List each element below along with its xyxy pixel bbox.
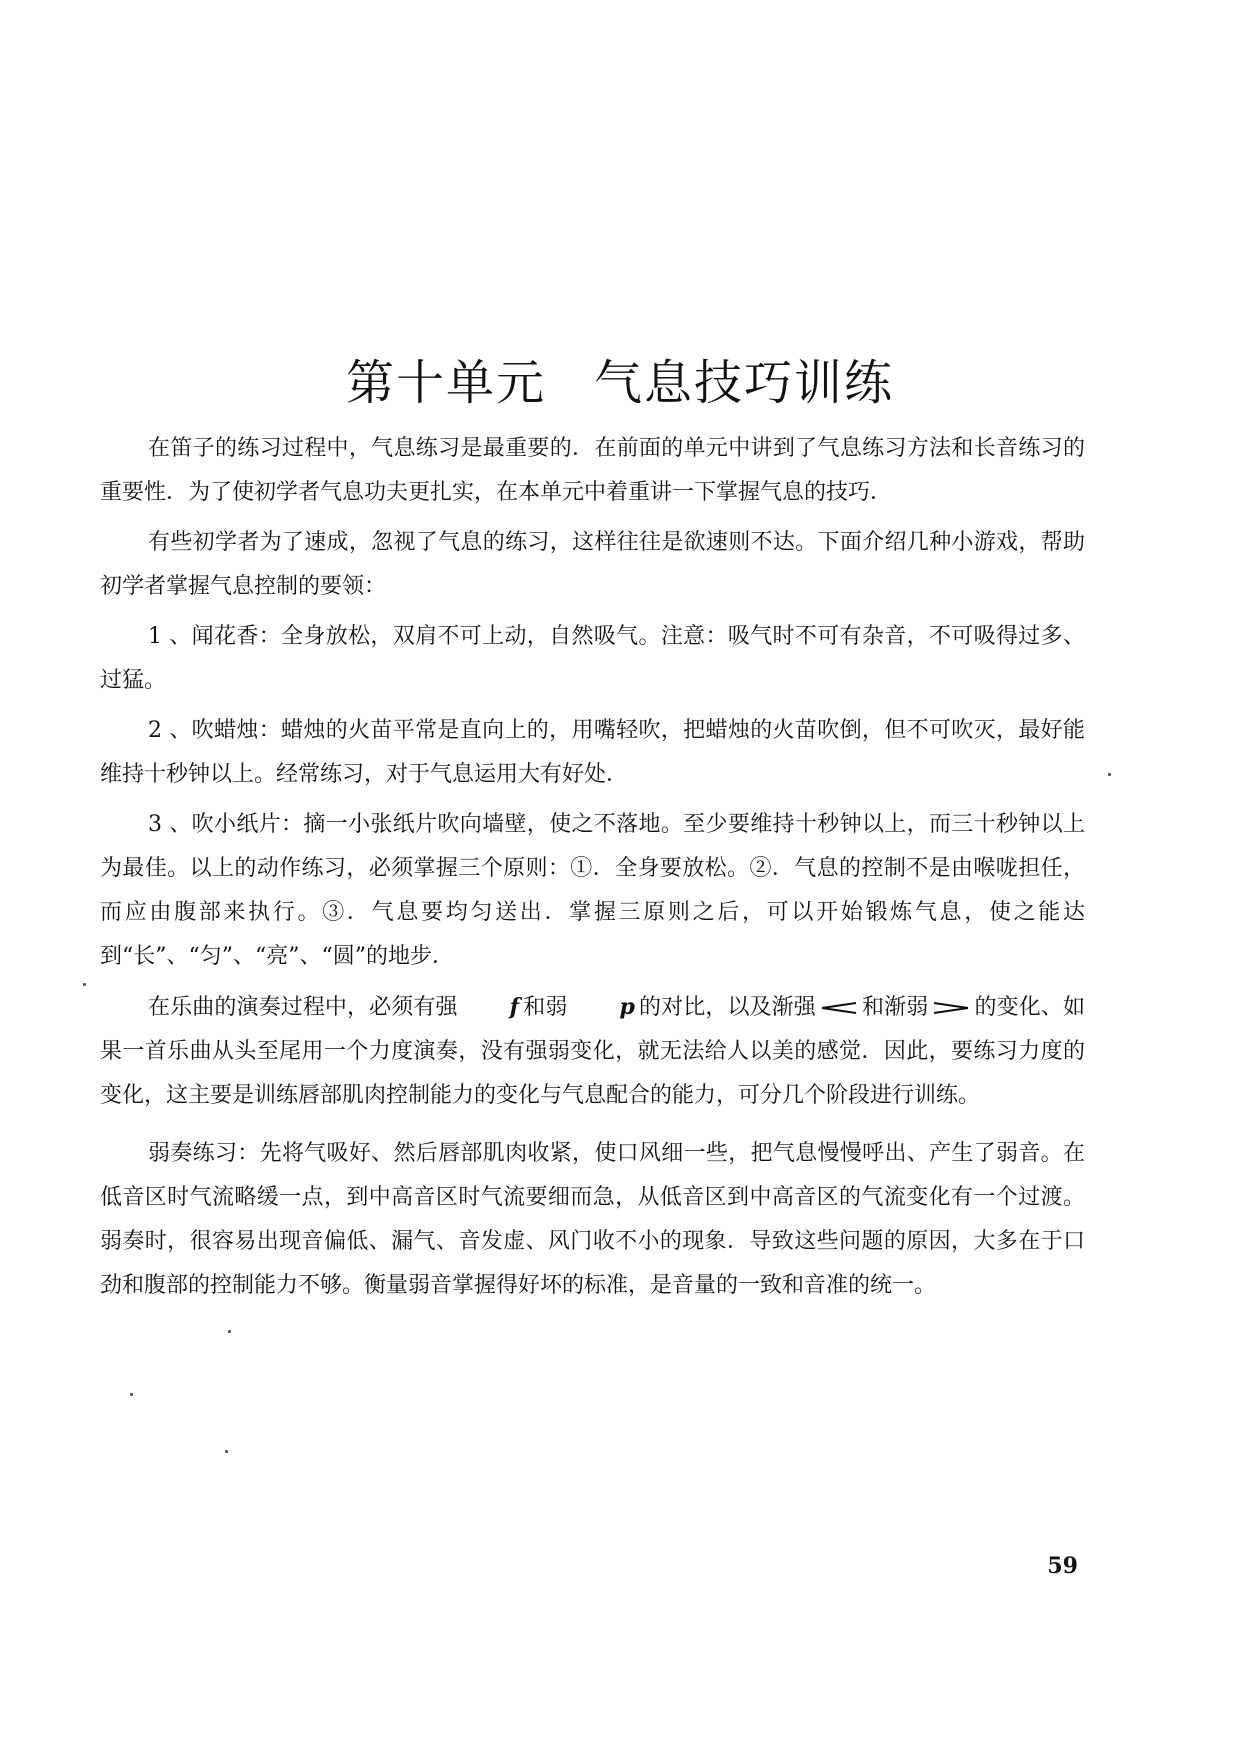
- paragraph-exercise-1: 1 、闻花香：全身放松，双肩不可上动，自然吸气。注意：吸气时不可有杂音，不可吸得过多、过猛。: [100, 624, 1085, 693]
- crescendo-icon: [820, 1001, 858, 1015]
- paragraph-exercise-3: 3 、吹小纸片：摘一小张纸片吹向墙壁，使之不落地。至少要维持十秒钟以上，而三十秒钟以上为最佳。以上的动作练习，必须掌握三个原则：①．全身要放松。②．气息的控制不是由喉咙担任，而应由腹部来执行。③．气息要均匀送出．掌握三原则之后，可以开始锻炼气息，使之能达到“长”、“匀”、“亮”、“圆”的地步．: [100, 812, 1085, 969]
- dynamics-text-3: 的对比，以及渐强: [638, 995, 816, 1020]
- paragraph-intro: 在笛子的练习过程中，气息练习是最重要的．在前面的单元中讲到了气息练习方法和长音练习的重要性．为了使初学者气息功夫更扎实，在本单元中着重讲一下掌握气息的技巧．: [100, 436, 1085, 505]
- dynamics-text-1: 在乐曲的演奏过程中，必须有强: [148, 995, 458, 1020]
- dynamics-text-2: 和弱: [523, 995, 568, 1020]
- forte-symbol: f: [509, 994, 520, 1020]
- paragraph-soft-playing: 弱奏练习：先将气吸好、然后唇部肌肉收紧，使口风细一些，把气息慢慢呼出、产生了弱音。在低音区时气流略缓一点，到中高音区时气流要细而急，从低音区到中高音区的气流变化有一个过渡。弱奏时，很容易出现音偏低、漏气、音发虚、风门收不小的现象．导致这些问题的原因，大多在于口劲和腹部的控制能力不够。衡量弱音掌握得好坏的标准，是音量的一致和音准的统一。: [100, 1141, 1085, 1298]
- chapter-number: 第十单元: [345, 355, 546, 412]
- scan-speck: [83, 983, 86, 986]
- scan-speck: [1108, 773, 1111, 776]
- scan-speck: [225, 1450, 228, 1453]
- chapter-name: 气息技巧训练: [594, 355, 895, 412]
- paragraph-games-intro: 有些初学者为了速成，忽视了气息的练习，这样往往是欲速则不达。下面介绍几种小游戏，帮助初学者掌握气息控制的要领：: [100, 530, 1085, 599]
- paragraph-dynamics: [100, 985, 1085, 1118]
- chapter-body: [100, 427, 1085, 1314]
- dynamics-text-4: 和渐弱: [861, 995, 929, 1020]
- chapter-title: [0, 344, 1240, 413]
- piano-symbol: p: [619, 994, 635, 1020]
- dynamics-text-5: 的变化、如果一首乐曲从头至尾用一个力度演奏，没有强弱变化，就无法给人以美的感觉．因此，要练习力度的变化，这主要是训练唇部肌肉控制能力的变化与气息配合的能力，可分几个阶段进行训练。: [100, 995, 1085, 1108]
- paragraph-exercise-2: 2 、吹蜡烛：蜡烛的火苗平常是直向上的，用嘴轻吹，把蜡烛的火苗吹倒，但不可吹灭，最好能维持十秒钟以上。经常练习，对于气息运用大有好处．: [100, 718, 1085, 787]
- decrescendo-icon: [932, 1001, 970, 1015]
- page-number: 59: [1047, 1553, 1078, 1579]
- scan-speck: [130, 1393, 133, 1396]
- scan-speck: [228, 1330, 231, 1333]
